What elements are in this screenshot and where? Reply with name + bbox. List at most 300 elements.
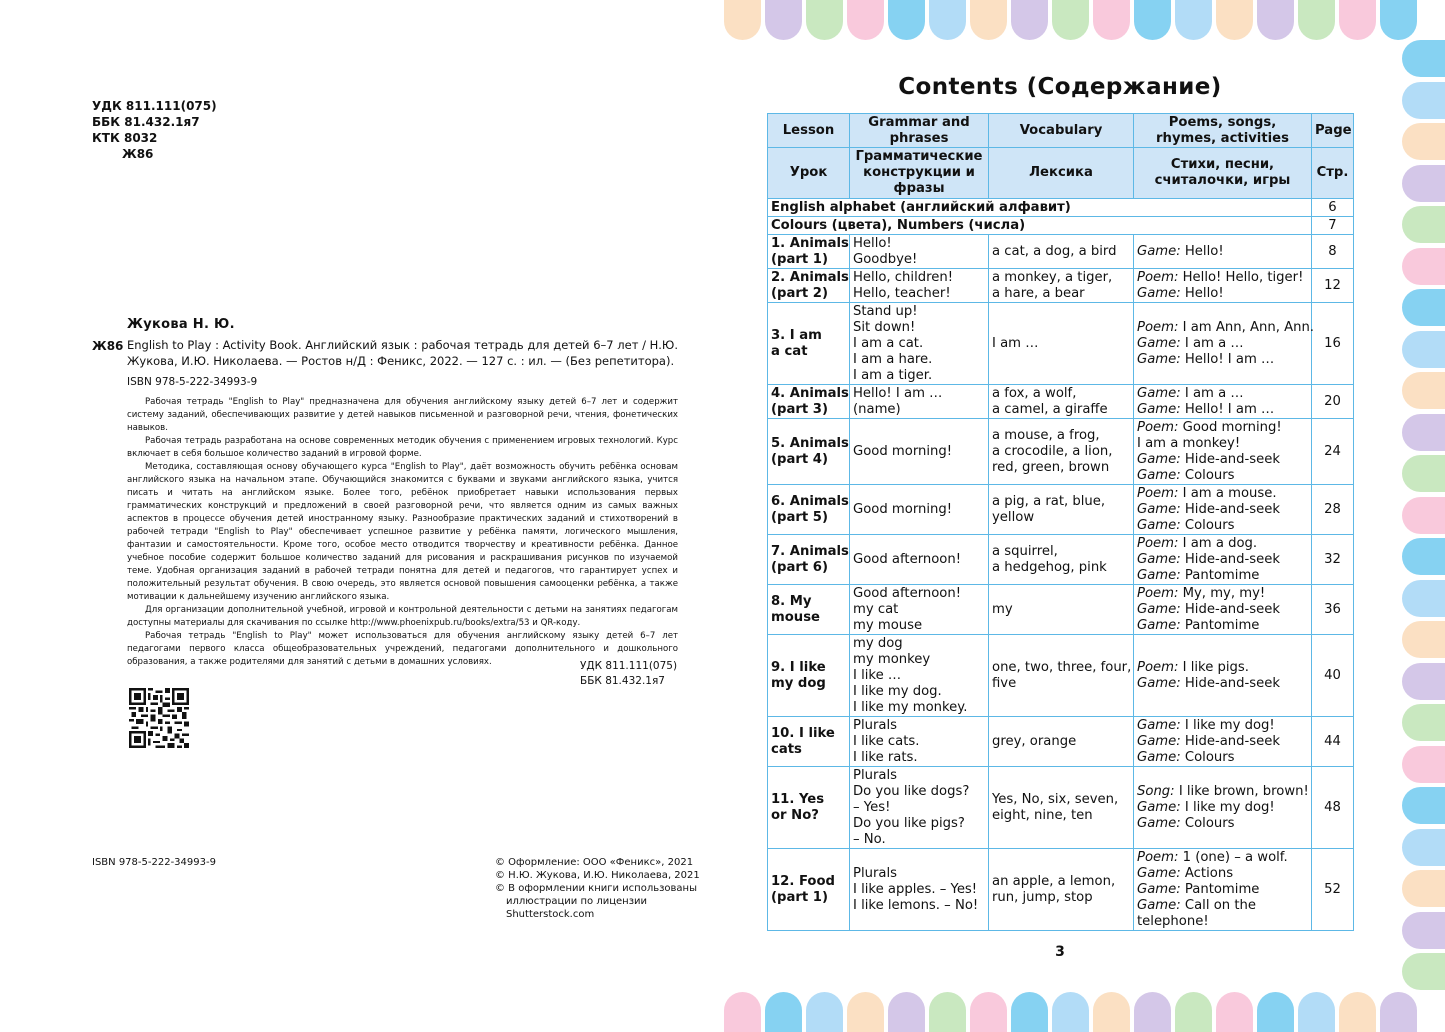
activity-type: Game: [1137,567,1181,583]
decor-pill [1298,0,1335,40]
lesson-cell-line: (part 1) [771,251,828,267]
lesson-cell-line: 1. Animals [771,235,849,251]
lesson-cell-line: 12. Food [771,873,835,889]
activity-type: Poem: [1137,319,1179,335]
activity-text: Hide-and-seek [1180,675,1281,691]
activity-text: Hello! Hello, tiger! [1178,269,1304,285]
activity-text: I like my dog! [1180,717,1275,733]
decor-pill [1380,0,1417,40]
activity-text: Hide-and-seek [1180,601,1281,617]
lesson-cell [768,303,850,385]
lesson-cell [768,485,850,535]
activity-line [1137,618,1308,634]
decor-pill [1402,663,1445,700]
table-row [768,717,1354,767]
vocabulary-cell-line: a crocodile, a lion, [992,443,1113,459]
column-header-lesson-ru: Урок [768,148,850,199]
activity-type: Game: [1137,865,1181,881]
copyright-line: © Н.Ю. Жукова, И.Ю. Николаева, 2021 [495,870,700,881]
annotation-paragraph: Для организации дополнительной учебной, игровой и контрольной деятельности с детьми на занятиях педагогам доступны материалы для скачивания по ссылке http://www.phoenixpub.ru/books/extra/53 и QR-коду. [127,605,678,628]
grammar-cell-line: my mouse [853,617,923,633]
activity-type: Game: [1137,517,1181,533]
column-header-vocabulary: Vocabulary [989,114,1134,148]
activity-line [1137,800,1308,816]
qr-code-icon [129,688,189,748]
decor-pill [1093,0,1130,40]
activity-text: My, my, my! [1178,585,1266,601]
activity-text: I like my dog! [1180,799,1275,815]
decor-pill [806,0,843,40]
vocabulary-cell-line: Yes, No, six, seven, [992,791,1119,807]
table-row [768,269,1354,303]
activity-text: Hide-and-seek [1180,501,1281,517]
activity-text: Hide-and-seek [1180,451,1281,467]
lesson-cell-line: 9. I like [771,659,826,675]
grammar-cell-line: Good afternoon! [853,551,962,567]
activity-type: Poem: [1137,535,1179,551]
vocabulary-cell-line: a fox, a wolf, [992,385,1077,401]
activity-text: I like pigs. [1178,659,1249,675]
vocabulary-cell-line: a mouse, a frog, [992,427,1100,443]
vocabulary-cell [989,303,1134,385]
activity-line [1137,244,1308,260]
table-row [768,585,1354,635]
vocabulary-cell-line: a squirrel, [992,543,1058,559]
decor-pill [765,0,802,40]
activity-line [1137,319,1315,336]
vocabulary-cell-line: grey, orange [992,733,1077,749]
activity-text: Hello! [1180,285,1224,301]
activity-line [1137,750,1308,766]
decor-pill [929,0,966,40]
activity-type: Game: [1137,451,1181,467]
decor-pill [970,992,1007,1032]
author-mark-inline: Ж86 [92,339,124,353]
vocabulary-cell [989,269,1134,303]
grammar-cell-line: my cat [853,601,899,617]
lesson-cell-line: my dog [771,675,826,691]
vocabulary-cell-line: eight, nine, ten [992,807,1093,823]
table-row [768,199,1354,217]
activity-type: Game: [1137,733,1181,749]
lesson-cell [768,419,850,485]
decor-pill [1402,289,1445,326]
activities-cell [1134,419,1312,485]
table-row [768,849,1354,931]
vocabulary-cell [989,385,1134,419]
decor-pill [1402,870,1445,907]
vocabulary-cell-line: one, two, three, four, [992,659,1132,675]
decor-pill [888,0,925,40]
decor-pill [929,992,966,1032]
header-row-en [768,114,1354,148]
lesson-cell-line: 11. Yes [771,791,825,807]
decor-pill [1402,40,1445,77]
grammar-cell-line: I like … [853,667,902,683]
decor-pill [1402,331,1445,368]
activity-text: Pantomime [1180,617,1260,633]
activity-type: Game: [1137,601,1181,617]
activity-text: I am a … [1180,385,1244,401]
activity-type: Poem: [1137,585,1179,601]
annotation-paragraph: Рабочая тетрадь разработана на основе современных методик обучения с применением игровых технологий. Курс включает в себя большое количество заданий в игровой форме. [127,436,678,459]
classification-repeat [580,659,677,689]
lesson-cell-line: 4. Animals [771,385,849,401]
column-header-activities: Poems, songs, rhymes, activities [1134,114,1312,148]
decor-pill [1402,829,1445,866]
section-label: English alphabet (английский алфавит) [768,199,1312,217]
decor-pill [765,992,802,1032]
lesson-cell-line: 3. I am [771,327,822,343]
decor-pill [1402,455,1445,492]
activity-text: Pantomime [1180,881,1260,897]
grammar-cell [850,235,989,269]
vocabulary-cell [989,585,1134,635]
activities-cell [1134,385,1312,419]
table-row [768,535,1354,585]
imprint-page [0,0,722,1032]
activity-line [1137,420,1308,436]
activities-cell [1134,767,1312,849]
activity-line [1137,816,1308,832]
activity-line [1137,436,1308,452]
activity-type: Poem: [1137,849,1179,865]
vocabulary-cell [989,849,1134,931]
ktk-code: КТК 8032 [92,131,158,145]
activity-text: telephone! [1137,913,1209,929]
activities-cell [1134,635,1312,717]
activities-cell [1134,235,1312,269]
lesson-cell-line: 8. My [771,593,812,609]
activity-type: Poem: [1137,485,1179,501]
activity-line [1137,270,1308,286]
activity-text: I am a mouse. [1178,485,1277,501]
activity-text: 1 (one) – a wolf. [1178,849,1288,865]
annotation-paragraph: Методика, составляющая основу обучающего курса "English to Play", даёт возможность обучить ребёнка основам английского языка на начальном этапе. Обучающийся знакомится с буквами и звуками английского языка, учится писать и читать на английском языке. Более того, ребёнок приобретает навыки использования первых грамматических конструкций и предложений в своей разговорной речи, что является одним из самых важных аспектов в процессе обучения детей иностранному языку. Разнообразие практических заданий и стихотворений в рабочей тетради "English to Play" обеспечивает успешное развитие у ребёнка памяти, логического мышления, фантазии и самостоятельности. Кроме того, особое место отводится творчеству и креативности ребёнка. Данное учебное пособие содержит большое количество заданий для рисования и раскрашивания рисунков по изучаемой теме. Удобная организация заданий в рабочей тетради понятна для детей и педагогов, что гарантирует успех и положительный результат обучения. В свою очередь, это является основой повышения самооценки ребёнка, а также мотивации к дальнейшему изучению английского языка. [127,462,678,602]
activity-text: I am a … [1180,335,1244,351]
grammar-cell-line: Sit down! [853,319,916,335]
decor-pill [1402,372,1445,409]
lesson-cell [768,585,850,635]
copyright-line: © В оформлении книги использованы [495,883,697,894]
lesson-cell-line: (part 4) [771,451,828,467]
grammar-cell-line: I like apples. – Yes! [853,881,978,897]
decor-pill [1402,82,1445,119]
activity-type: Game: [1137,749,1181,765]
vocabulary-cell [989,235,1134,269]
lesson-cell [768,269,850,303]
activity-line [1137,718,1308,734]
vocabulary-cell-line: yellow [992,509,1035,525]
activity-text: Hello! I am … [1180,351,1275,367]
decor-pill [1402,497,1445,534]
decor-pill [1402,912,1445,949]
grammar-cell-line: I am a cat. [853,335,924,351]
page-ref: 7 [1312,217,1354,235]
activity-line [1137,568,1308,584]
activity-line [1137,386,1308,402]
page-ref: 24 [1312,419,1354,485]
decor-pill [1134,0,1171,40]
grammar-cell-line: Plurals [853,717,898,733]
activity-text: I like brown, brown! [1174,783,1309,799]
page-ref: 16 [1312,303,1354,385]
grammar-cell-line: Do you like dogs? [853,783,970,799]
grammar-cell-line: I like my dog. [853,683,942,699]
grammar-cell-line: my monkey [853,651,931,667]
contents-page [722,0,1445,1032]
activity-line [1137,898,1308,914]
grammar-cell-line: Hello! I am … [853,385,943,401]
decor-pill [1402,165,1445,202]
copyright-line: иллюстрации по лицензии [506,896,648,907]
grammar-cell-line: Good afternoon! [853,585,962,601]
udc-code: УДК 811.111(075) [92,99,217,113]
activity-text: Colours [1180,749,1235,765]
page-ref: 28 [1312,485,1354,535]
activity-type: Game: [1137,881,1181,897]
activity-line [1137,452,1308,468]
decor-pill [1011,992,1048,1032]
decor-pill [1216,992,1253,1032]
activity-text: Pantomime [1180,567,1260,583]
activities-cell [1134,535,1312,585]
lesson-cell-line: (part 5) [771,509,828,525]
bibliographic-description: English to Play : Activity Book. Английский язык : рабочая тетрадь для детей 6–7 лет / Н.Ю. Жукова, И.Ю. Николаева. — Ростов н/Д : Феникс, 2022. — 127 с. : ил. — (Без репетитора). [127,338,678,368]
lesson-cell [768,849,850,931]
grammar-cell-line: I like my monkey. [853,699,968,715]
grammar-cell [850,767,989,849]
activity-type: Game: [1137,717,1181,733]
activity-line [1137,866,1308,882]
lesson-cell-line: (part 6) [771,559,828,575]
lesson-cell [768,535,850,585]
table-row [768,235,1354,269]
decor-pill [1216,0,1253,40]
annotation-paragraph: Рабочая тетрадь "English to Play" предназначена для обучения английскому языку детей 6–7 лет и содержит систему заданий, обеспечивающих развитие у детей навыков письменной и разговорной речи, чтения, фонетических навыков. [127,397,678,433]
activity-type: Game: [1137,351,1181,367]
page-ref: 32 [1312,535,1354,585]
lesson-cell-line: 5. Animals [771,435,849,451]
grammar-cell-line: Goodbye! [853,251,918,267]
decor-pill [1257,0,1294,40]
activity-line [1137,352,1308,368]
vocabulary-cell-line: red, green, brown [992,459,1110,475]
column-header-grammar: Grammar and phrases [850,114,989,148]
activity-text: I am a monkey! [1137,435,1241,451]
activity-type: Game: [1137,501,1181,517]
vocabulary-cell-line: a monkey, a tiger, [992,269,1113,285]
activity-type: Game: [1137,815,1181,831]
activity-line [1137,914,1308,930]
decor-pill [847,0,884,40]
lesson-cell [768,385,850,419]
activity-text: Colours [1180,815,1235,831]
activity-type: Game: [1137,617,1181,633]
activity-text: Good morning! [1178,419,1282,435]
page-ref: 12 [1312,269,1354,303]
vocabulary-cell-line: my [992,601,1013,617]
grammar-cell [850,849,989,931]
grammar-cell [850,585,989,635]
grammar-cell-line: my dog [853,635,903,651]
activity-text: I am a dog. [1178,535,1258,551]
section-label: Colours (цвета), Numbers (числа) [768,217,1312,235]
page-number: 3 [1055,944,1065,960]
lesson-cell [768,717,850,767]
page-ref: 52 [1312,849,1354,931]
isbn: ISBN 978-5-222-34993-9 [127,376,258,388]
page-ref: 36 [1312,585,1354,635]
lesson-cell-line: (part 3) [771,401,828,417]
grammar-cell-line: Hello, children! [853,269,954,285]
lesson-cell-line: 7. Animals [771,543,849,559]
vocabulary-cell-line: an apple, a lemon, [992,873,1116,889]
header-row-ru [768,148,1354,199]
activity-line [1137,502,1308,518]
copyright-block [495,856,700,921]
activity-line [1137,336,1308,352]
activity-type: Game: [1137,897,1181,913]
decor-pill [724,0,761,40]
activities-cell [1134,849,1312,931]
vocabulary-cell [989,717,1134,767]
grammar-cell-line: Hello! [853,235,892,251]
grammar-cell [850,635,989,717]
author-name: Жукова Н. Ю. [127,317,235,332]
activities-cell [1134,717,1312,767]
vocabulary-cell-line: a cat, a dog, a bird [992,243,1117,259]
table-row [768,385,1354,419]
decor-pill [1011,0,1048,40]
decor-pill [1402,953,1445,990]
lesson-rows [768,235,1354,931]
vocabulary-cell-line: a hare, a bear [992,285,1085,301]
udc-code: УДК 811.111(075) [580,660,678,672]
grammar-cell [850,303,989,385]
lesson-cell-line: mouse [771,609,820,625]
activity-text: Colours [1180,517,1235,533]
activity-type: Game: [1137,401,1181,417]
decor-pill [806,992,843,1032]
decor-pill [1339,0,1376,40]
vocabulary-cell [989,635,1134,717]
lesson-cell-line: (part 1) [771,889,828,905]
activities-cell [1134,485,1312,535]
bbk-code: ББК 81.432.1я7 [92,115,200,129]
activity-type: Game: [1137,675,1181,691]
isbn-bottom: ISBN 978-5-222-34993-9 [92,857,216,868]
grammar-cell [850,385,989,419]
decor-pill [1093,992,1130,1032]
activity-line [1137,850,1308,866]
author-mark: Ж86 [122,147,154,161]
grammar-cell-line: I like cats. [853,733,920,749]
lesson-cell-line: (part 2) [771,285,828,301]
activity-type: Game: [1137,385,1181,401]
grammar-cell-line: – Yes! [853,799,891,815]
activity-line [1137,602,1308,618]
activity-line [1137,286,1308,302]
column-header-activities-ru: Стихи, песни, считалочки, игры [1134,148,1312,199]
activity-line [1137,882,1308,898]
column-header-page-ru: Стр. [1312,148,1354,199]
page-ref: 48 [1312,767,1354,849]
page-ref: 40 [1312,635,1354,717]
activities-cell [1134,303,1315,385]
activity-line [1137,660,1308,676]
grammar-cell-line: Plurals [853,767,898,783]
vocabulary-cell [989,485,1134,535]
activity-type: Game: [1137,243,1181,259]
vocabulary-cell-line: a camel, a giraffe [992,401,1108,417]
decor-pill [1402,580,1445,617]
vocabulary-cell-line: a pig, a rat, blue, [992,493,1106,509]
page-ref: 8 [1312,235,1354,269]
column-header-grammar-ru: Грамматические конструкции и фразы [850,148,989,199]
decor-pill [1257,992,1294,1032]
activity-type: Song: [1137,783,1175,799]
decor-pill [724,992,761,1032]
activities-cell [1134,269,1312,303]
lesson-cell [768,767,850,849]
activity-line [1137,676,1308,692]
column-header-page: Page [1312,114,1354,148]
vocabulary-cell-line: five [992,675,1017,691]
decor-pill [1052,992,1089,1032]
decor-pill [1298,992,1335,1032]
activity-text: Hello! I am … [1180,401,1275,417]
lesson-cell-line: or No? [771,807,819,823]
activity-type: Poem: [1137,269,1179,285]
activity-line [1137,552,1308,568]
table-row [768,419,1354,485]
table-row [768,635,1354,717]
activity-type: Game: [1137,799,1181,815]
grammar-cell-line: I am a tiger. [853,367,933,383]
lesson-cell-line: 2. Animals [771,269,849,285]
grammar-cell-line: Hello, teacher! [853,285,951,301]
activity-line [1137,468,1308,484]
decor-pill [888,992,925,1032]
lesson-cell [768,635,850,717]
vocabulary-cell [989,767,1134,849]
activity-text: Hide-and-seek [1180,551,1281,567]
grammar-cell-line: (name) [853,401,901,417]
activity-type: Poem: [1137,419,1179,435]
decor-pill [1339,992,1376,1032]
grammar-cell [850,535,989,585]
page-ref: 20 [1312,385,1354,419]
lesson-cell-line: 6. Animals [771,493,849,509]
decor-pill [1402,206,1445,243]
annotation-paragraph: Рабочая тетрадь "English to Play" может использоваться для обучения английскому языку детей 6–7 лет педагогами первого класса общеобразовательных учреждений, педагогами дополнительного и дошкольного образования, а также родителями для занятий с детьми в домашних условиях. [127,631,678,667]
decor-pill [1175,992,1212,1032]
decor-pill [1402,538,1445,575]
table-row [768,485,1354,535]
grammar-cell [850,269,989,303]
grammar-cell [850,485,989,535]
contents-table [767,113,1354,931]
grammar-cell-line: Good morning! [853,501,953,517]
activity-type: Game: [1137,551,1181,567]
decor-pill [1402,746,1445,783]
activity-text: Hide-and-seek [1180,733,1281,749]
vocabulary-cell-line: I am … [992,335,1039,351]
vocabulary-cell-line: a hedgehog, pink [992,559,1107,575]
activity-text: Hello! [1180,243,1224,259]
grammar-cell-line: I like lemons. – No! [853,897,979,913]
